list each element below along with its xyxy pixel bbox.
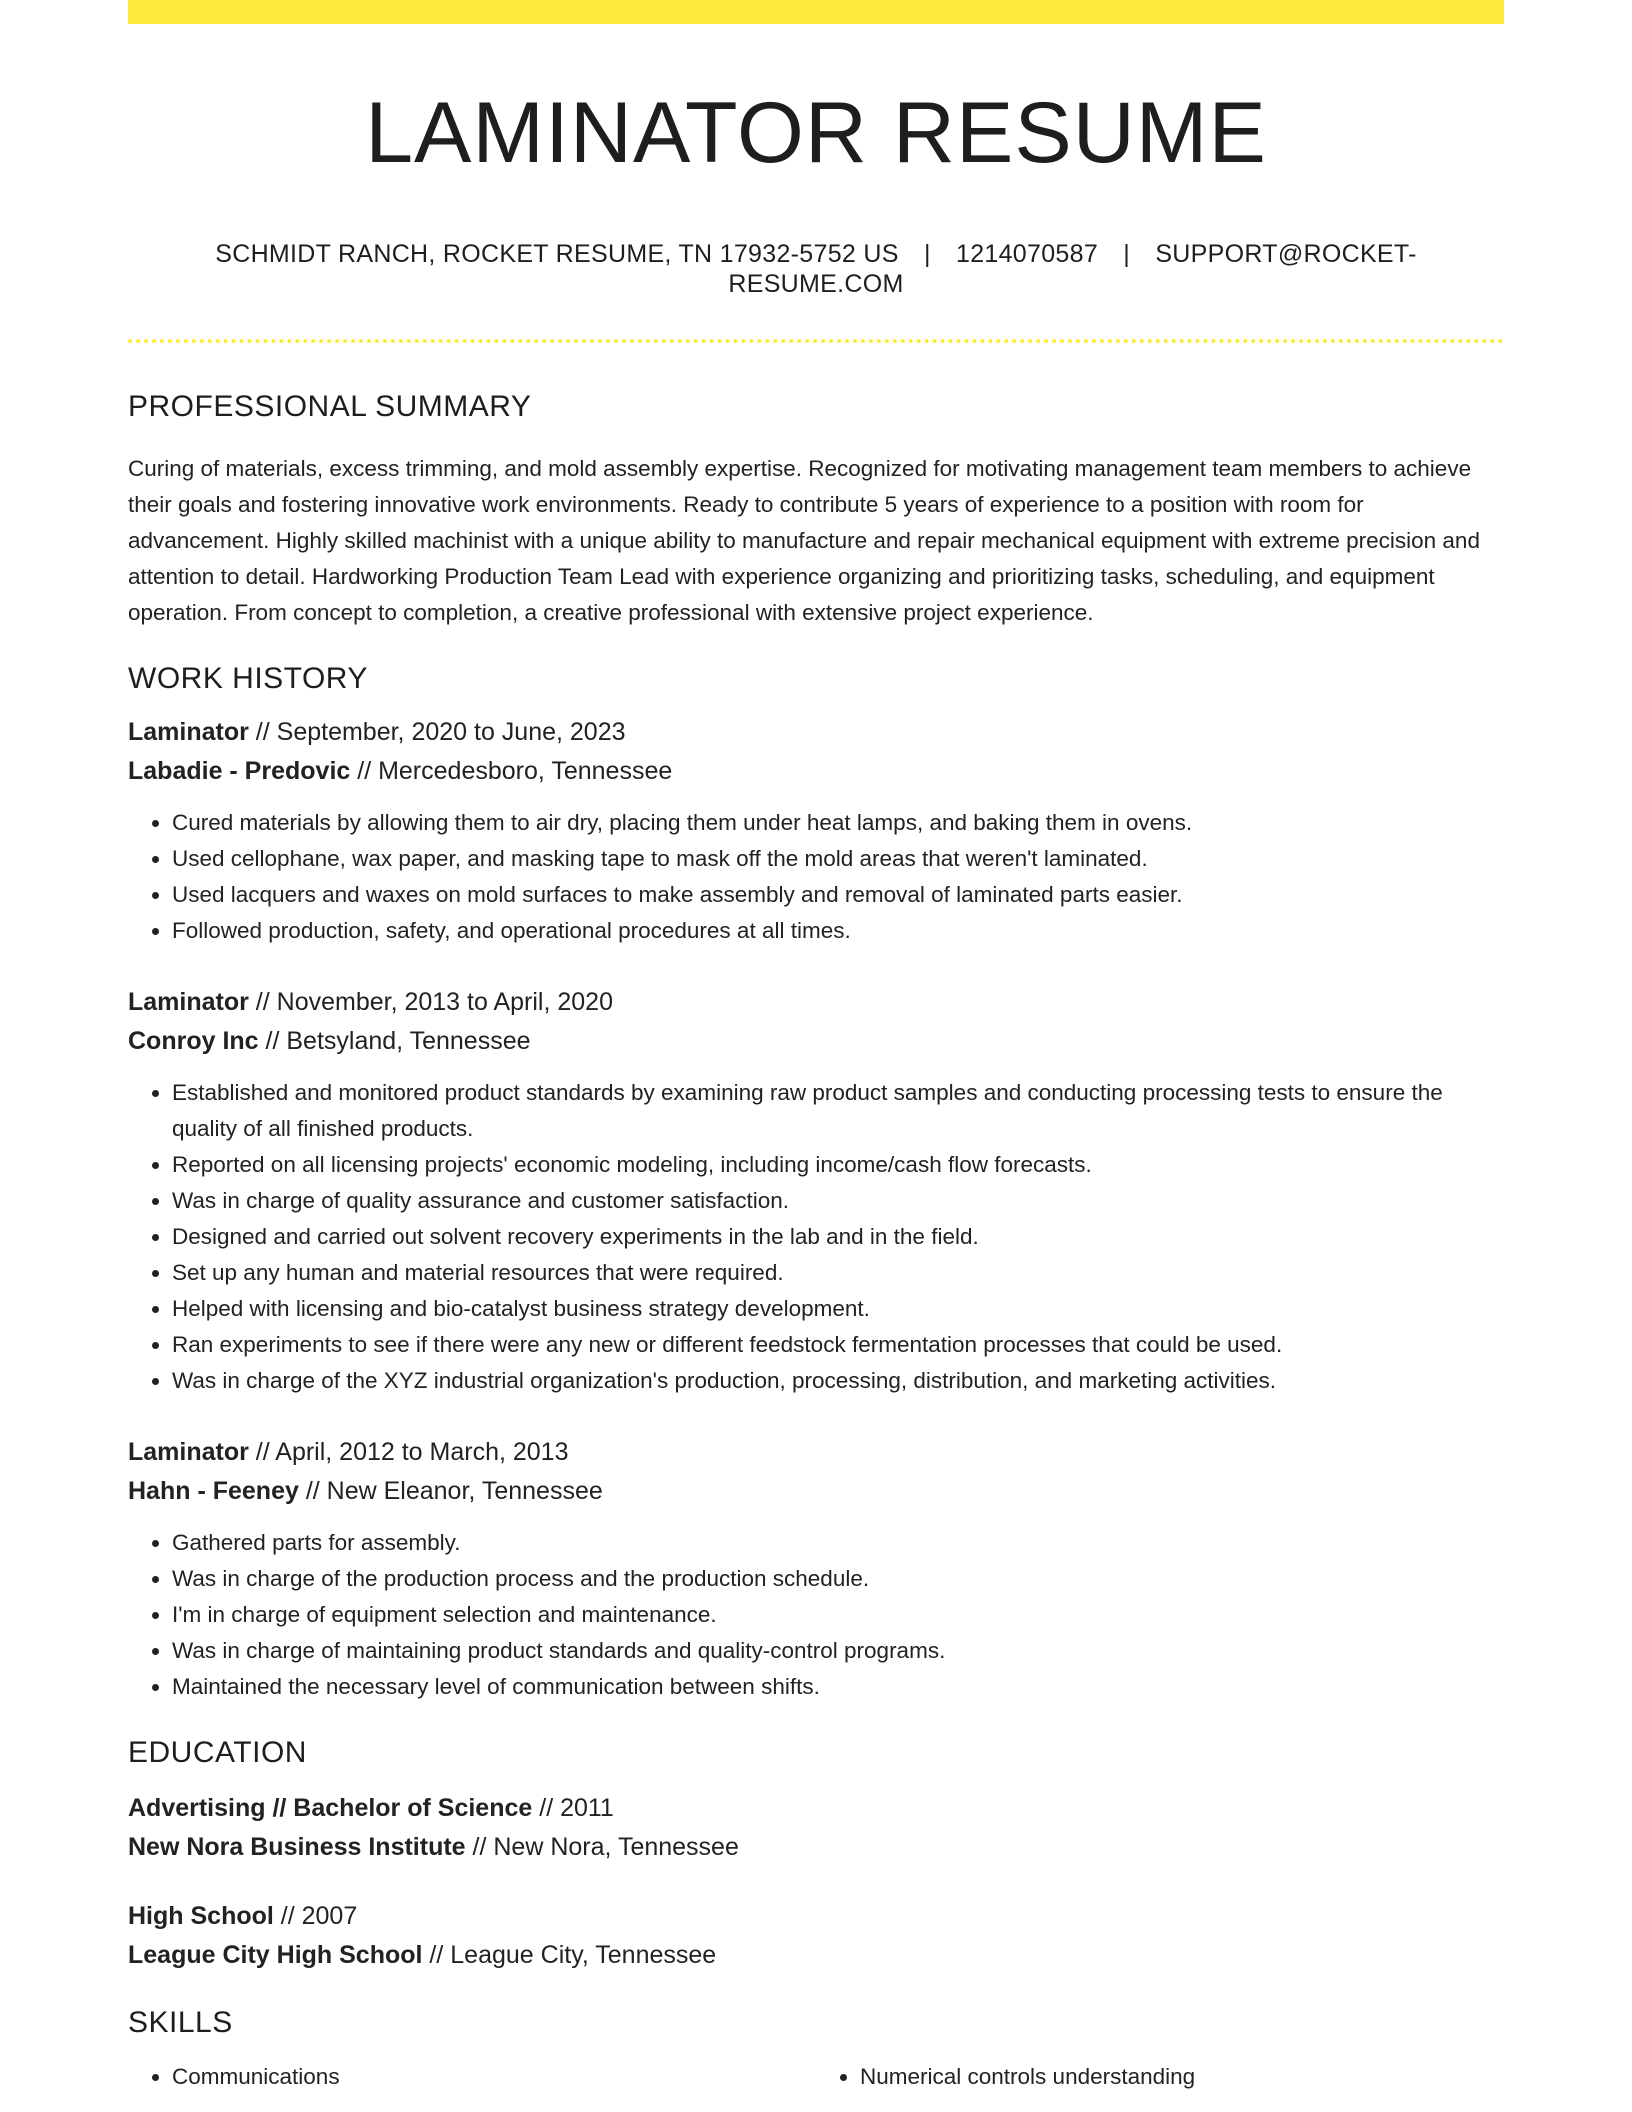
job-location: // Mercedesboro, Tennessee	[350, 756, 673, 785]
education-degree-line	[128, 1897, 1504, 1936]
dotted-divider	[128, 339, 1504, 343]
list-item: • Established and monitored product standards by examining raw product samples and conducting processing tests to ensure the quality of all finished products.	[172, 1075, 1504, 1147]
resume-title: LAMINATOR RESUME	[365, 85, 1267, 181]
job-title-line	[128, 713, 1504, 752]
education-year: // 2011	[532, 1793, 614, 1822]
job-company: Conroy Inc	[128, 1026, 259, 1055]
job-dates: // November, 2013 to April, 2020	[248, 987, 613, 1016]
job-title: Laminator	[128, 987, 249, 1016]
job-company: Hahn - Feeney	[128, 1476, 299, 1505]
section-title-education: EDUCATION	[128, 1735, 307, 1769]
list-item: • Used lacquers and waxes on mold surfaces to make assembly and removal of laminated parts easier.	[172, 877, 1504, 913]
job-company-line	[128, 752, 1504, 791]
job-title: Laminator	[128, 1437, 249, 1466]
top-accent-bar	[128, 0, 1504, 24]
job-location: // Betsyland, Tennessee	[258, 1026, 531, 1055]
job-entry	[128, 983, 1504, 1399]
list-item: • Used cellophane, wax paper, and masking tape to mask off the mold areas that weren't laminated.	[172, 841, 1504, 877]
education-year: // 2007	[273, 1901, 358, 1930]
section-title-work-history: WORK HISTORY	[128, 661, 368, 695]
education-degree-line	[128, 1789, 1504, 1828]
resume-page	[128, 0, 1504, 2095]
section-title-summary: PROFESSIONAL SUMMARY	[128, 389, 532, 423]
list-item: • Helped with licensing and bio-catalyst business strategy development.	[172, 1291, 1504, 1327]
contact-email: SUPPORT@ROCKET-RESUME.COM	[728, 239, 1417, 298]
education-school: League City High School	[128, 1940, 423, 1969]
contact-phone: 1214070587	[955, 239, 1099, 268]
list-item: • Was in charge of maintaining product standards and quality-control programs.	[172, 1633, 1504, 1669]
job-dates: // September, 2020 to June, 2023	[248, 717, 626, 746]
list-item: • Was in charge of the XYZ industrial organization's production, processing, distribution, and marketing activities.	[172, 1363, 1504, 1399]
education-school-line	[128, 1936, 1504, 1975]
education-entry	[128, 1897, 1504, 1975]
job-bullets	[128, 805, 1504, 949]
list-item: • Maintained the necessary level of communication between shifts.	[172, 1669, 1504, 1705]
contact-separator: |	[1123, 239, 1131, 268]
summary-text: Curing of materials, excess trimming, and mold assembly expertise. Recognized for motivating management team members to achieve their goals and fostering innovative work environments. Ready to contribute 5 years of experience to a position with room for advancement. Highly skilled machinist with a unique ability to manufacture and repair mechanical equipment with extreme precision and attention to detail. Hardworking Production Team Lead with experience organizing and prioritizing tasks, scheduling, and equipment operation. From concept to completion, a creative professional with extensive project experience.	[128, 455, 1480, 625]
job-company: Labadie - Predovic	[128, 756, 351, 785]
list-item: • Set up any human and material resources that were required.	[172, 1255, 1504, 1291]
skill-item: • Numerical controls understanding	[860, 2059, 1504, 2095]
job-company-line	[128, 1472, 1504, 1511]
job-title-line	[128, 983, 1504, 1022]
skills-list-left	[128, 2059, 816, 2095]
list-item: • Ran experiments to see if there were any new or different feedstock fermentation processes that could be used.	[172, 1327, 1504, 1363]
education-degree: Advertising // Bachelor of Science	[128, 1793, 533, 1822]
job-location: // New Eleanor, Tennessee	[298, 1476, 603, 1505]
list-item: • Followed production, safety, and operational procedures at all times.	[172, 913, 1504, 949]
contact-line	[128, 239, 1504, 299]
education-entry	[128, 1789, 1504, 1867]
section-title-skills: SKILLS	[128, 2005, 233, 2039]
job-entry	[128, 1433, 1504, 1705]
education-location: // League City, Tennessee	[422, 1940, 717, 1969]
job-bullets	[128, 1525, 1504, 1705]
job-title-line	[128, 1433, 1504, 1472]
list-item: • Gathered parts for assembly.	[172, 1525, 1504, 1561]
education-school: New Nora Business Institute	[128, 1832, 466, 1861]
contact-address: SCHMIDT RANCH, ROCKET RESUME, TN 17932-5752 US	[215, 239, 899, 268]
skill-item: • Communications	[172, 2059, 816, 2095]
list-item: • Cured materials by allowing them to air dry, placing them under heat lamps, and baking them in ovens.	[172, 805, 1504, 841]
job-title: Laminator	[128, 717, 249, 746]
list-item: • Designed and carried out solvent recovery experiments in the lab and in the field.	[172, 1219, 1504, 1255]
list-item: • Reported on all licensing projects' economic modeling, including income/cash flow forecasts.	[172, 1147, 1504, 1183]
list-item: • Was in charge of the production process and the production schedule.	[172, 1561, 1504, 1597]
list-item: • Was in charge of quality assurance and customer satisfaction.	[172, 1183, 1504, 1219]
list-item: • I'm in charge of equipment selection and maintenance.	[172, 1597, 1504, 1633]
education-school-line	[128, 1828, 1504, 1867]
job-company-line	[128, 1022, 1504, 1061]
education-location: // New Nora, Tennessee	[465, 1832, 739, 1861]
job-entry	[128, 713, 1504, 949]
education-degree: High School	[128, 1901, 274, 1930]
job-bullets	[128, 1075, 1504, 1399]
skills-list-right	[816, 2059, 1504, 2095]
skills-grid	[128, 2059, 1504, 2095]
contact-separator: |	[923, 239, 931, 268]
job-dates: // April, 2012 to March, 2013	[248, 1437, 569, 1466]
